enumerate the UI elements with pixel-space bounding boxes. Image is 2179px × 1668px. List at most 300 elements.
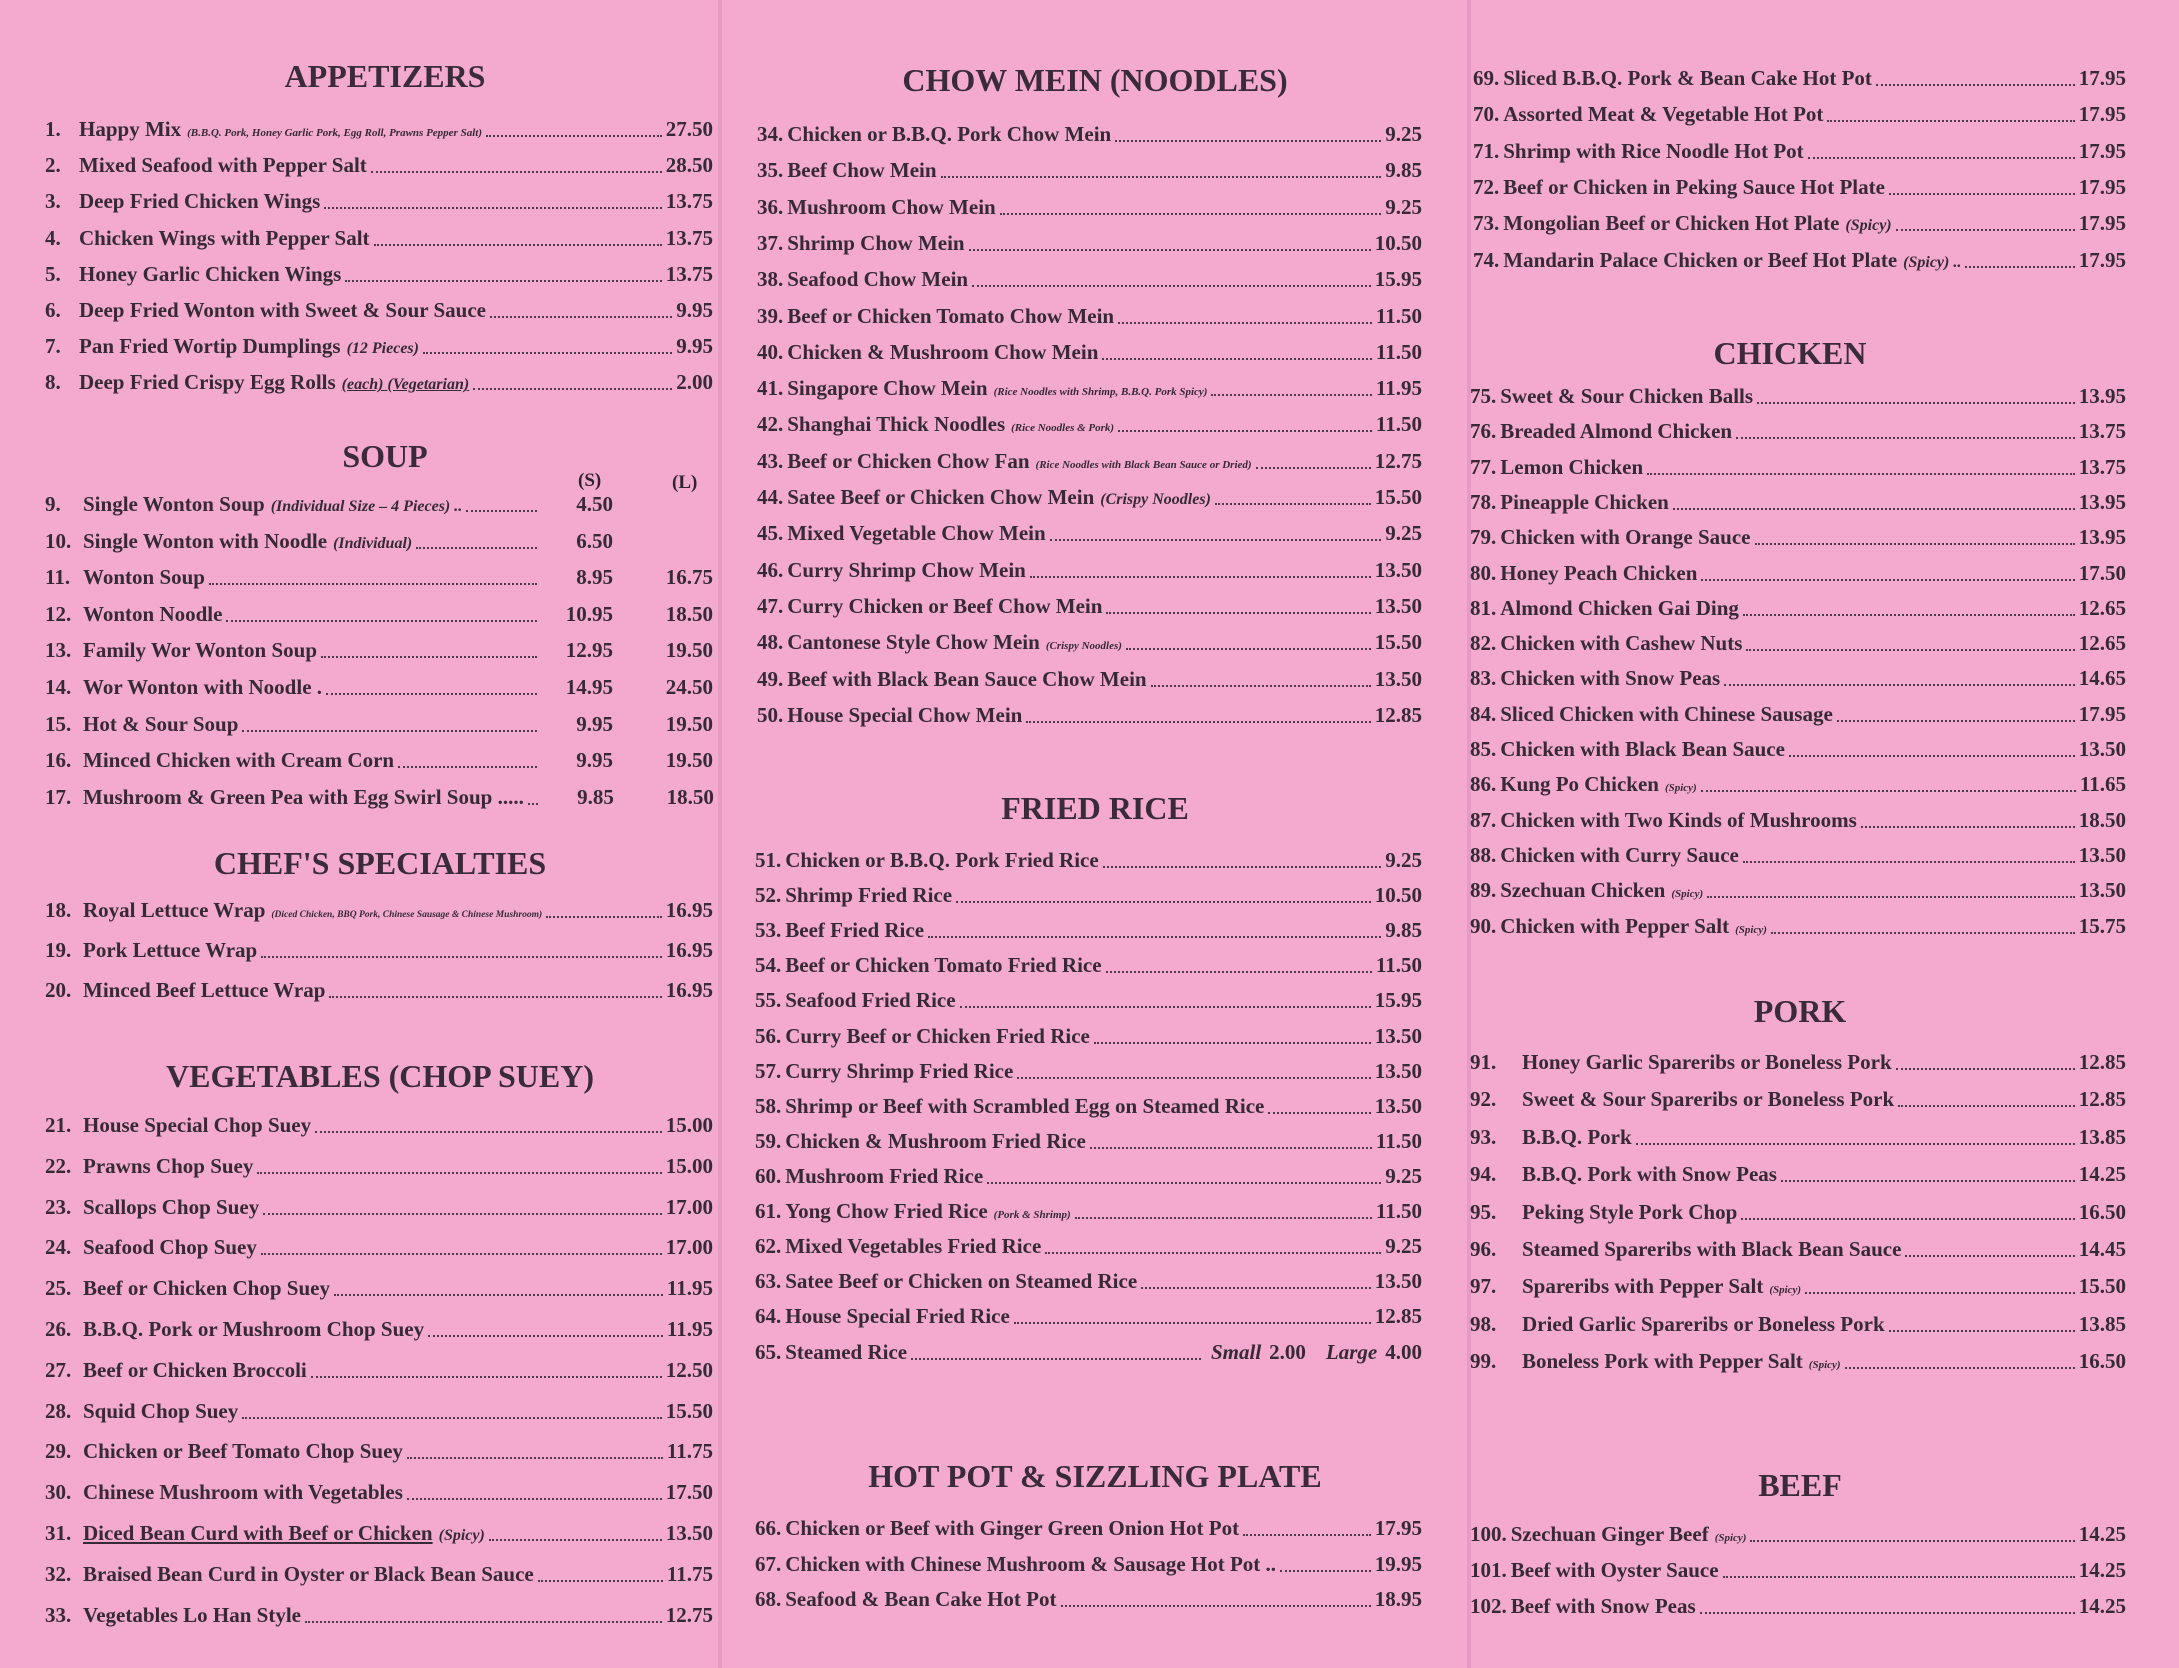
menu-item — [1470, 808, 2126, 838]
menu-item — [755, 1234, 1422, 1264]
item-price: 10.50 — [1374, 230, 1422, 255]
item-note: (Spicy) — [1808, 1359, 1841, 1372]
leader-dots — [334, 1294, 663, 1296]
leader-dots — [428, 1335, 663, 1337]
menu-item — [755, 918, 1422, 948]
item-name: Chicken with Snow Peas — [1500, 666, 1721, 691]
menu-item — [757, 594, 1422, 624]
item-note: (Spicy) — [1714, 1532, 1747, 1544]
item-number: 53. — [755, 918, 782, 943]
item-price: 17.50 — [2078, 560, 2126, 585]
leader-dots — [1030, 576, 1371, 578]
item-price: 17.95 — [2078, 211, 2126, 236]
item-price-large: 4.00 — [1385, 1340, 1422, 1364]
item-name: Chicken with Black Bean Sauce — [1500, 737, 1785, 761]
menu-item — [755, 1024, 1422, 1054]
leader-dots — [1750, 1540, 2074, 1542]
item-price: 12.65 — [2078, 595, 2126, 620]
item-number: 51. — [755, 848, 782, 872]
item-price: 15.50 — [1374, 630, 1422, 655]
item-name: House Special Chow Mein — [787, 702, 1023, 727]
menu-item — [755, 1164, 1422, 1194]
item-price: 12.85 — [1374, 1304, 1422, 1329]
item-name: Mandarin Palace Chicken or Beef Hot Plate — [1503, 247, 1898, 272]
leader-dots — [911, 1358, 1201, 1360]
size-label-small: (S) — [578, 470, 602, 491]
item-number: 101. — [1470, 1558, 1507, 1582]
item-price: 16.95 — [665, 978, 713, 1002]
item-number: 83. — [1470, 666, 1497, 691]
item-price: 13.95 — [2078, 384, 2126, 408]
item-name: B.B.Q. Pork — [1522, 1124, 1632, 1149]
menu-item — [1470, 1558, 2126, 1588]
section-title-pork: PORK — [1753, 993, 1847, 1029]
item-price: 13.75 — [2078, 454, 2126, 479]
menu-item — [1470, 843, 2126, 873]
item-note: (Individual) — [333, 534, 413, 552]
item-number: 73. — [1473, 211, 1500, 236]
item-number: 78. — [1470, 489, 1497, 514]
item-number: 36. — [757, 194, 784, 219]
leader-dots — [1755, 543, 2075, 545]
item-price-large: 19.50 — [665, 711, 713, 736]
leader-dots — [486, 135, 662, 137]
leader-dots — [1014, 1322, 1371, 1324]
leader-dots — [1746, 649, 2074, 651]
item-number: 11. — [45, 565, 71, 590]
item-note: (Spicy) — [1664, 782, 1697, 795]
item-price: 14.25 — [2078, 1162, 2126, 1187]
item-name: Curry Beef or Chicken Fried Rice — [785, 1023, 1090, 1048]
item-number: 90. — [1470, 913, 1497, 938]
menu-item — [45, 1358, 713, 1388]
leader-dots — [311, 1376, 662, 1378]
menu-item — [45, 1480, 713, 1510]
leader-dots — [1723, 1576, 2075, 1578]
item-price-small: 12.95 — [565, 638, 613, 663]
item-number: 94. — [1470, 1162, 1497, 1187]
item-name: Diced Bean Curd with Beef or Chicken — [83, 1521, 433, 1545]
leader-dots — [473, 388, 672, 390]
item-name: Honey Garlic Spareribs or Boneless Pork — [1522, 1050, 1892, 1074]
item-number: 3. — [45, 189, 61, 214]
item-price: 15.95 — [1374, 988, 1422, 1013]
menu-item — [45, 492, 713, 522]
leader-dots — [1106, 971, 1372, 973]
item-number: 81. — [1470, 595, 1497, 620]
item-name: Chicken with Two Kinds of Mushrooms — [1500, 807, 1857, 832]
menu-item — [755, 1516, 1422, 1546]
leader-dots — [398, 766, 537, 768]
leader-dots — [1707, 896, 2075, 898]
item-number: 58. — [755, 1093, 782, 1118]
item-price: 13.75 — [665, 261, 713, 286]
menu-item — [757, 158, 1422, 188]
item-number: 19. — [45, 938, 72, 962]
item-name: Chicken or Beef Tomato Chop Suey — [83, 1439, 403, 1464]
menu-item — [755, 1129, 1422, 1159]
item-name: Deep Fried Wonton with Sweet & Sour Sauce — [79, 298, 486, 322]
leader-dots — [407, 1457, 663, 1459]
item-name: Yong Chow Fried Rice — [785, 1199, 988, 1223]
menu-item — [1473, 211, 2126, 241]
section-title-beef: BEEF — [1758, 1467, 1842, 1503]
item-price: 13.50 — [1374, 1058, 1422, 1083]
section-title-fried-rice: FRIED RICE — [1001, 790, 1189, 826]
leader-dots — [1757, 402, 2075, 404]
menu-item — [45, 565, 713, 595]
menu-item — [757, 630, 1422, 660]
menu-item — [1470, 1594, 2126, 1624]
item-name: Honey Peach Chicken — [1500, 560, 1698, 585]
item-price: 9.95 — [676, 298, 713, 322]
item-price: 11.50 — [1375, 303, 1422, 328]
item-number: 93. — [1470, 1124, 1497, 1149]
menu-item — [45, 978, 713, 1008]
item-name: Chicken & Mushroom Fried Rice — [785, 1128, 1086, 1153]
item-number: 17. — [45, 784, 72, 809]
menu-item — [45, 1562, 713, 1592]
leader-dots — [1215, 503, 1371, 505]
item-price: 13.50 — [2078, 737, 2126, 761]
item-number: 62. — [755, 1234, 782, 1259]
leader-dots — [371, 171, 662, 173]
item-price: 16.95 — [665, 938, 713, 962]
leader-dots — [1151, 685, 1371, 687]
item-price: 16.95 — [665, 898, 713, 922]
item-number: 1. — [45, 117, 61, 141]
item-name: Beef with Black Bean Sauce Chow Mein — [787, 666, 1147, 691]
item-price: 27.50 — [665, 117, 713, 141]
item-price: 14.45 — [2078, 1237, 2126, 1261]
item-number: 57. — [755, 1058, 782, 1083]
leader-dots — [969, 249, 1371, 251]
section-title-appetizers: APPETIZERS — [284, 58, 486, 94]
leader-dots — [1118, 322, 1372, 324]
item-number: 72. — [1473, 174, 1500, 199]
item-note: (Individual Size – 4 Pieces) .. — [270, 498, 463, 515]
item-number: 85. — [1470, 737, 1497, 761]
item-number: 84. — [1470, 701, 1497, 726]
item-number: 56. — [755, 1023, 782, 1048]
item-name: Shrimp Chow Mein — [787, 230, 965, 255]
item-name: Chinese Mushroom with Vegetables — [83, 1480, 403, 1505]
menu-item — [1470, 878, 2126, 908]
leader-dots — [345, 280, 661, 282]
menu-item — [45, 638, 713, 668]
menu-item — [45, 529, 713, 559]
item-name: Steamed Spareribs with Black Bean Sauce — [1522, 1237, 1902, 1261]
item-price: 12.85 — [2078, 1087, 2126, 1112]
menu-item — [755, 883, 1422, 913]
item-number: 70. — [1473, 102, 1500, 127]
menu-item — [1470, 525, 2126, 555]
item-name: Sliced B.B.Q. Pork & Bean Cake Hot Pot — [1503, 66, 1872, 90]
item-name: Wor Wonton with Noodle . — [83, 675, 323, 699]
item-price: 11.50 — [1375, 1128, 1422, 1153]
menu-item — [757, 376, 1422, 406]
item-name: Beef with Snow Peas — [1510, 1594, 1696, 1618]
item-price-large: 18.50 — [666, 784, 714, 809]
item-price: 18.95 — [1374, 1587, 1422, 1611]
item-price: 13.50 — [1374, 1093, 1422, 1118]
menu-item — [45, 1439, 713, 1469]
menu-item — [1470, 666, 2126, 696]
menu-item — [1473, 175, 2126, 205]
item-price: 14.25 — [2078, 1522, 2126, 1546]
item-price: 11.50 — [1375, 953, 1422, 978]
item-name: Shanghai Thick Noodles — [787, 412, 1006, 437]
item-name: Shrimp with Rice Noodle Hot Pot — [1503, 138, 1804, 163]
item-number: 100. — [1470, 1522, 1507, 1546]
item-note: (Spicy) — [1671, 888, 1704, 901]
size-label-small: Small — [1210, 1340, 1262, 1364]
item-number: 6. — [45, 298, 61, 322]
item-name: Beef or Chicken Chow Fan — [787, 448, 1030, 473]
menu-item — [1470, 702, 2126, 732]
item-price: 13.75 — [2078, 419, 2126, 444]
item-name: Beef or Chicken Broccoli — [83, 1357, 307, 1382]
item-number: 28. — [45, 1398, 72, 1423]
menu-item — [757, 304, 1422, 334]
leader-dots — [1061, 1605, 1371, 1607]
leader-dots — [1050, 539, 1382, 541]
item-name: Wonton Noodle — [83, 601, 223, 626]
menu-item — [755, 1094, 1422, 1124]
item-price-large: 24.50 — [665, 675, 713, 699]
item-number: 4. — [45, 225, 61, 250]
item-name: Pan Fried Wortip Dumplings — [79, 334, 341, 359]
item-price: 13.95 — [2078, 489, 2126, 514]
item-name: Vegetables Lo Han Style — [83, 1602, 301, 1627]
leader-dots — [1898, 1105, 2075, 1107]
item-number: 45. — [757, 521, 784, 546]
leader-dots — [1647, 473, 2075, 475]
item-number: 5. — [45, 261, 61, 286]
leader-dots — [226, 620, 537, 622]
item-number: 31. — [45, 1521, 72, 1545]
item-name: Mongolian Beef or Chicken Hot Plate — [1503, 211, 1840, 236]
item-price: 9.25 — [1385, 1234, 1422, 1259]
item-name: Mushroom Fried Rice — [785, 1163, 984, 1188]
item-name: Family Wor Wonton Soup — [83, 638, 317, 663]
item-number: 60. — [755, 1163, 782, 1188]
item-price: 17.00 — [665, 1194, 713, 1219]
item-price: 28.50 — [665, 153, 713, 178]
item-note: (Spicy) — [1845, 217, 1892, 235]
item-number: 77. — [1470, 454, 1497, 479]
menu-item — [755, 1269, 1422, 1299]
leader-dots — [263, 1213, 662, 1215]
menu-item — [45, 602, 713, 632]
item-name: Satee Beef or Chicken on Steamed Rice — [785, 1269, 1138, 1294]
item-number: 52. — [755, 883, 782, 908]
menu-item — [1470, 1087, 2126, 1117]
leader-dots — [1724, 684, 2075, 686]
item-price: 18.50 — [2078, 807, 2126, 832]
item-name: Deep Fried Chicken Wings — [79, 189, 321, 214]
item-number: 61. — [755, 1199, 782, 1223]
leader-dots — [928, 936, 1381, 938]
leader-dots — [1118, 430, 1372, 432]
item-note: (each) (Vegetarian) — [341, 376, 470, 394]
leader-dots — [1845, 1367, 2075, 1369]
item-note: (Spicy) — [1735, 923, 1767, 936]
item-note: (Spicy) .. — [1903, 253, 1962, 271]
item-name: Mixed Vegetables Fried Rice — [785, 1234, 1042, 1259]
item-note: (Rice Noodles & Pork) — [1011, 422, 1115, 435]
item-price: 15.50 — [1374, 485, 1422, 509]
item-name: Boneless Pork with Pepper Salt — [1522, 1349, 1803, 1374]
item-number: 102. — [1470, 1594, 1507, 1618]
leader-dots — [261, 1253, 662, 1255]
item-name: Sweet & Sour Chicken Balls — [1500, 384, 1754, 408]
item-number: 50. — [757, 702, 784, 727]
menu-item — [1470, 419, 2126, 449]
menu-item — [755, 988, 1422, 1018]
leader-dots — [1965, 266, 2074, 268]
menu-item — [45, 262, 713, 292]
item-name: Beef Fried Rice — [785, 918, 925, 943]
item-price-small: 6.50 — [576, 528, 613, 553]
item-number: 12. — [45, 601, 72, 626]
menu-item — [1470, 1125, 2126, 1155]
item-price: 17.95 — [2078, 174, 2126, 199]
menu-item — [1470, 1050, 2126, 1080]
item-price: 13.50 — [665, 1521, 713, 1545]
leader-dots — [1771, 932, 2075, 934]
item-name: House Special Fried Rice — [785, 1304, 1010, 1329]
item-price: 17.95 — [2078, 66, 2126, 90]
item-price: 9.95 — [676, 334, 713, 359]
item-price: 16.50 — [2078, 1349, 2126, 1374]
menu-item — [1470, 631, 2126, 661]
leader-dots — [1827, 120, 2074, 122]
item-price-small: 9.85 — [577, 784, 614, 809]
leader-dots — [1741, 1218, 2074, 1220]
menu-item — [757, 703, 1422, 733]
item-name: Chicken or B.B.Q. Pork Chow Mein — [787, 122, 1112, 146]
item-price-small: 10.95 — [565, 601, 613, 626]
item-name: Royal Lettuce Wrap — [83, 898, 266, 922]
item-number: 91. — [1470, 1050, 1497, 1074]
item-number: 23. — [45, 1194, 72, 1219]
item-name: Curry Chicken or Beef Chow Mein — [787, 593, 1103, 618]
item-number: 21. — [45, 1113, 72, 1137]
item-number: 14. — [45, 675, 72, 699]
item-name: Mushroom & Green Pea with Egg Swirl Soup ..... — [83, 784, 524, 809]
item-name: Breaded Almond Chicken — [1500, 419, 1733, 444]
item-name: Mixed Seafood with Pepper Salt — [79, 153, 367, 178]
item-note: (Spicy) — [1769, 1284, 1802, 1297]
item-price-small: 2.00 — [1269, 1340, 1306, 1364]
item-price: 13.75 — [665, 225, 713, 250]
item-name: Chicken or Beef with Ginger Green Onion Hot Pot — [785, 1516, 1240, 1540]
leader-dots — [1090, 1147, 1372, 1149]
item-number: 48. — [757, 630, 784, 655]
item-price: 13.50 — [1374, 593, 1422, 618]
item-number: 35. — [757, 158, 784, 183]
item-number: 40. — [757, 339, 784, 364]
leader-dots — [1636, 1143, 2075, 1145]
item-note: (Diced Chicken, BBQ Pork, Chinese Sausage & Chinese Mushroom) — [271, 910, 543, 920]
section-title-chefs-specialties: CHEF'S SPECIALTIES — [213, 845, 547, 881]
item-name: Beef or Chicken Chop Suey — [83, 1276, 330, 1301]
section-title-vegetables: VEGETABLES (CHOP SUEY) — [166, 1058, 594, 1094]
item-number: 30. — [45, 1480, 72, 1505]
item-price: 12.75 — [1374, 448, 1422, 473]
item-number: 41. — [757, 376, 784, 401]
item-note: (Rice Noodles with Black Bean Sauce or Dried) — [1035, 458, 1252, 471]
item-number: 87. — [1470, 807, 1497, 832]
menu-item — [45, 785, 713, 815]
item-name: Chicken Wings with Pepper Salt — [79, 225, 370, 250]
leader-dots — [1102, 358, 1372, 360]
item-price: 11.50 — [1375, 1199, 1422, 1223]
item-name: House Special Chop Suey — [83, 1113, 312, 1137]
leader-dots — [1896, 1068, 2075, 1070]
item-note: (Rice Noodles with Shrimp, B.B.Q. Pork Spicy) — [993, 386, 1208, 399]
item-number: 2. — [45, 153, 61, 178]
leader-dots — [1701, 579, 2074, 581]
item-number: 49. — [757, 666, 784, 691]
item-name: Chicken with Pepper Salt — [1500, 913, 1730, 938]
size-label-large: Large — [1325, 1340, 1378, 1364]
item-name: B.B.Q. Pork or Mushroom Chop Suey — [83, 1317, 425, 1341]
item-name: Hot & Sour Soup — [83, 711, 239, 736]
menu-item — [45, 298, 713, 328]
item-price: 17.95 — [2078, 701, 2126, 726]
item-price: 13.85 — [2078, 1124, 2126, 1149]
item-number: 96. — [1470, 1237, 1497, 1261]
item-number: 24. — [45, 1235, 72, 1260]
item-number: 9. — [45, 492, 61, 516]
item-price: 13.95 — [2078, 525, 2126, 550]
item-number: 67. — [755, 1551, 782, 1576]
item-name: Spareribs with Pepper Salt — [1522, 1274, 1764, 1299]
menu-item-steamed-rice — [755, 1340, 1422, 1370]
item-number: 54. — [755, 953, 782, 978]
item-number: 89. — [1470, 878, 1497, 903]
size-label-large: (L) — [672, 472, 698, 493]
item-name: Seafood & Bean Cake Hot Pot — [785, 1587, 1057, 1611]
section-title-hot-pot: HOT POT & SIZZLING PLATE — [868, 1458, 1322, 1494]
menu-item — [755, 848, 1422, 878]
leader-dots — [1075, 1217, 1372, 1219]
leader-dots — [1211, 394, 1371, 396]
item-price: 11.65 — [2079, 772, 2126, 797]
menu-item — [1470, 737, 2126, 767]
item-name: Beef or Chicken in Peking Sauce Hot Plate — [1503, 174, 1885, 199]
leader-dots — [374, 244, 662, 246]
item-number: 39. — [757, 303, 784, 328]
leader-dots — [1889, 193, 2075, 195]
item-name: Seafood Chop Suey — [83, 1235, 257, 1260]
item-number: 88. — [1470, 842, 1497, 867]
item-price: 13.50 — [1374, 666, 1422, 691]
item-number: 99. — [1470, 1349, 1497, 1374]
leader-dots — [972, 285, 1371, 287]
item-name: Pork Lettuce Wrap — [83, 938, 258, 962]
leader-dots — [489, 1539, 662, 1541]
item-price: 13.85 — [2078, 1311, 2126, 1336]
leader-dots — [209, 583, 537, 585]
item-number: 20. — [45, 978, 72, 1002]
leader-dots — [1000, 213, 1382, 215]
item-name: Mushroom Chow Mein — [787, 194, 996, 219]
item-price: 14.65 — [2078, 666, 2126, 691]
item-number: 55. — [755, 988, 782, 1013]
